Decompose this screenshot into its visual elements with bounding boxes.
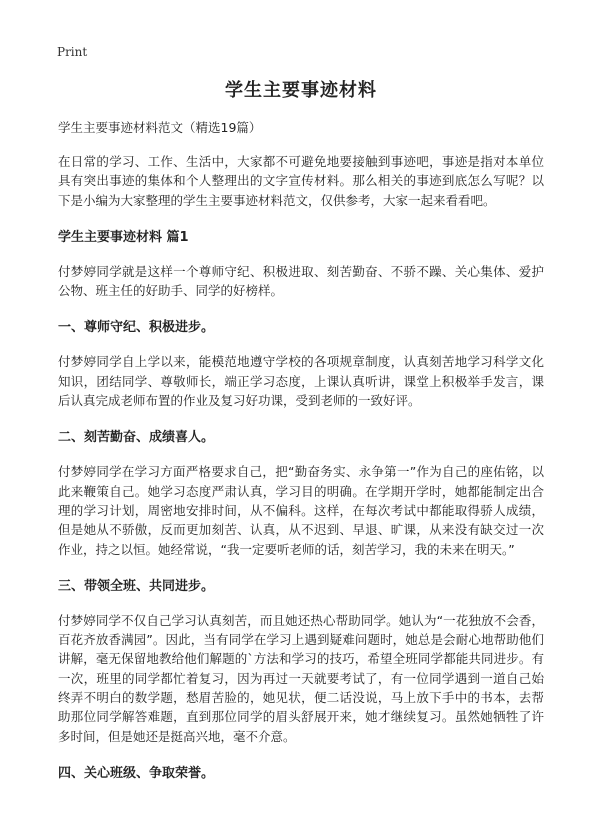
article-heading: 学生主要事迹材料 篇1: [58, 229, 189, 245]
section-heading-2: 二、刻苦勤奋、成绩喜人。: [58, 430, 215, 446]
article-lead-paragraph: 付梦婷同学就是这样一个尊师守纪、积极进取、刻苦勤奋、不骄不躁、关心集体、爱护公物、班主任的好助手、同学的好榜样。: [58, 263, 544, 299]
print-link[interactable]: Print: [57, 45, 88, 59]
section-heading-3: 三、带领全班、共同进步。: [58, 578, 215, 594]
section-paragraph-3: 付梦婷同学不仅自己学习认真刻苦，而且她还热心帮助同学。她认为“一花独放不会香，百花齐放香满园”。因此，当有同学在学习上遇到疑难问题时，她总是会耐心地帮助他们讲解，毫无保留地教给他们解题的`方法和学习的技巧，希望全班同学都能共同进步。有一次，班里的同学都忙着复习，因为再过一天就要考试了，有一位同学遇到一道自己始终弄不明白的数学题，愁眉苦脸的，她见状，便二话没说，马上放下手中的书本，去帮助那位同学解答难题，直到那位同学的眉头舒展开来，她才继续复习。虽然她牺牲了许多时间，但是她还是挺高兴地，毫不介意。: [58, 612, 544, 744]
section-heading-4: 四、关心班级、争取荣誉。: [58, 765, 215, 781]
section-paragraph-1: 付梦婷同学自上学以来，能模范地遵守学校的各项规章制度，认真刻苦地学习科学文化知识，团结同学、尊敬师长，端正学习态度，上课认真听讲，课堂上积极举手发言，课后认真完成老师布置的作业及复习好功课，受到老师的一致好评。: [58, 354, 544, 409]
document-body: [58, 78, 544, 784]
document-subtitle: 学生主要事迹材料范文（精选19篇）: [58, 120, 262, 135]
page-title: 学生主要事迹材料: [225, 80, 377, 101]
intro-paragraph: 在日常的学习、工作、生活中，大家都不可避免地要接触到事迹吧，事迹是指对本单位具有突出事迹的集体和个人整理出的文字宣传材料。那么相关的事迹到底怎么写呢？以下是小编为大家整理的学生主要事迹材料范文，仅供参考，大家一起来看看吧。: [58, 154, 544, 208]
section-heading-1: 一、尊师守纪、积极进步。: [58, 320, 215, 336]
section-paragraph-2: 付梦婷同学在学习方面严格要求自己，把“勤奋务实、永争第一”作为自己的座佑铭，以此来鞭策自己。她学习态度严肃认真，学习目的明确。在学期开学时，她都能制定出合理的学习计划，周密地安排时间，从不偏科。这样，在每次考试中都能取得骄人成绩，但是她从不骄傲，反而更加刻苦、认真，从不迟到、早退、旷课，从来没有缺交过一次作业，持之以恒。她经常说，“我一定要听老师的话，刻苦学习，我的未来在明天。”: [58, 464, 544, 557]
